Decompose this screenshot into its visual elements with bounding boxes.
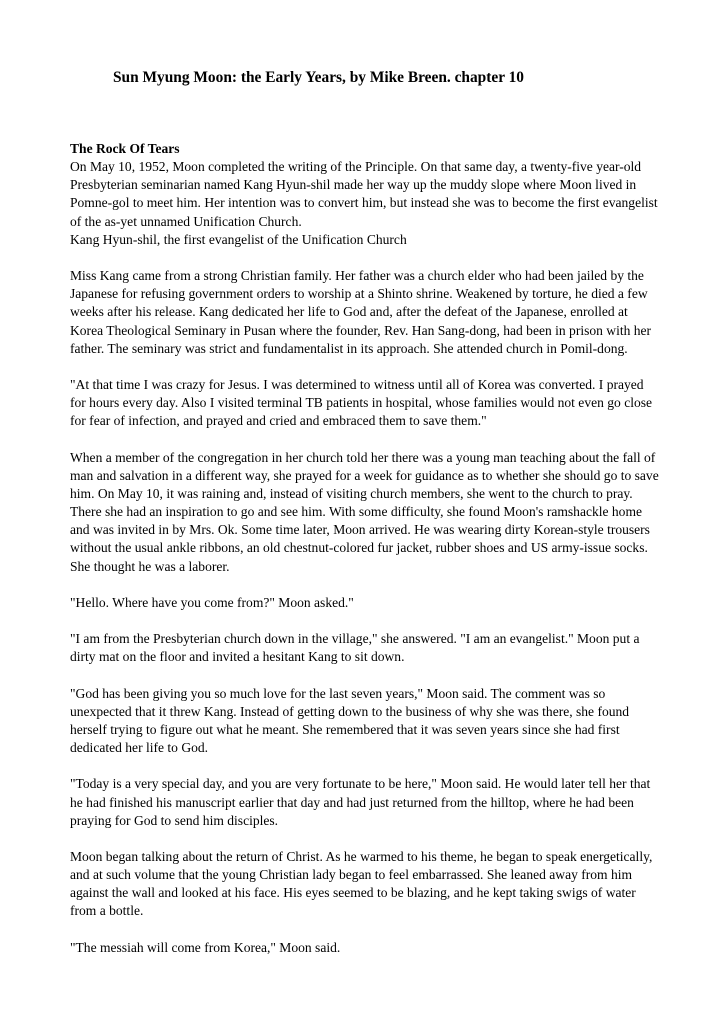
section-heading: The Rock Of Tears bbox=[70, 141, 180, 156]
paragraph: When a member of the congregation in her church told her there was a young man teaching about the fall of man and salvation in a different way, she prayed for a week for guidance as to whether she should go to save him. On May 10, it was raining and, instead of visiting church members, she went to the church to pray. There she had an inspiration to go and see him. With some difficulty, she found Moon's ramshackle home and was invited in by Mrs. Ok. Some time later, Moon arrived. He was wearing dirty Korean-style trousers without the usual ankle ribbons, an old chestnut-colored fur jacket, rubber shoes and US army-issue socks. She thought he was a laborer. bbox=[70, 449, 659, 574]
photo-caption: Kang Hyun-shil, the first evangelist of the Unification Church bbox=[70, 231, 407, 247]
paragraph: Moon began talking about the return of Christ. As he warmed to his theme, he began to speak energetically, and at such volume that the young Christian lady began to feel embarrassed. She leaned away from him against the wall and looked at his face. His eyes seemed to be blazing, and he kept taking swigs of water from a bottle. bbox=[70, 848, 653, 919]
document-title: Sun Myung Moon: the Early Years, by Mike Breen. chapter 10 bbox=[113, 69, 524, 86]
paragraph: "I am from the Presbyterian church down in the village," she answered. "I am an evangelist." Moon put a dirty mat on the floor and invited a hesitant Kang to sit down. bbox=[70, 631, 640, 665]
document-body bbox=[70, 140, 662, 975]
paragraph: On May 10, 1952, Moon completed the writing of the Principle. On that same day, a twenty-five year-old Presbyterian seminarian named Kang Hyun-shil made her way up the muddy slope where Moon lived in Pomne-gol to meet him. Her intention was to convert him, but instead she was to become the first evangelist of the as-yet unnamed Unification Church. bbox=[70, 159, 658, 229]
paragraph: Miss Kang came from a strong Christian family. Her father was a church elder who had been jailed by the Japanese for refusing government orders to worship at a Shinto shrine. Weakened by torture, he died a few weeks after his release. Kang dedicated her life to God and, after the defeat of the Japanese, enrolled at Korea Theological Seminary in Pusan where the founder, Rev. Han Sang-dong, had been in prison with her father. The seminary was strict and fundamentalist in its approach. She attended church in Pomil-dong. bbox=[70, 268, 652, 356]
paragraph: "God has been giving you so much love for the last seven years," Moon said. The comment was so unexpected that it threw Kang. Instead of getting down to the business of why she was there, she found herself trying to figure out what he meant. She remembered that it was seven years since she had first dedicated her life to God. bbox=[70, 685, 630, 756]
paragraph: "At that time I was crazy for Jesus. I was determined to witness until all of Korea was converted. I prayed for hours every day. Also I visited terminal TB patients in hospital, whose families would not even go close for fear of infection, and prayed and cried and embraced them to save them." bbox=[70, 377, 653, 429]
paragraph: "Today is a very special day, and you are very fortunate to be here," Moon said. He would later tell her that he had finished his manuscript earlier that day and had just returned from the hilltop, where he had been praying for God to send him disciples. bbox=[70, 776, 651, 828]
paragraph: "Hello. Where have you come from?" Moon asked." bbox=[70, 594, 354, 610]
paragraph: "The messiah will come from Korea," Moon said. bbox=[70, 939, 341, 955]
